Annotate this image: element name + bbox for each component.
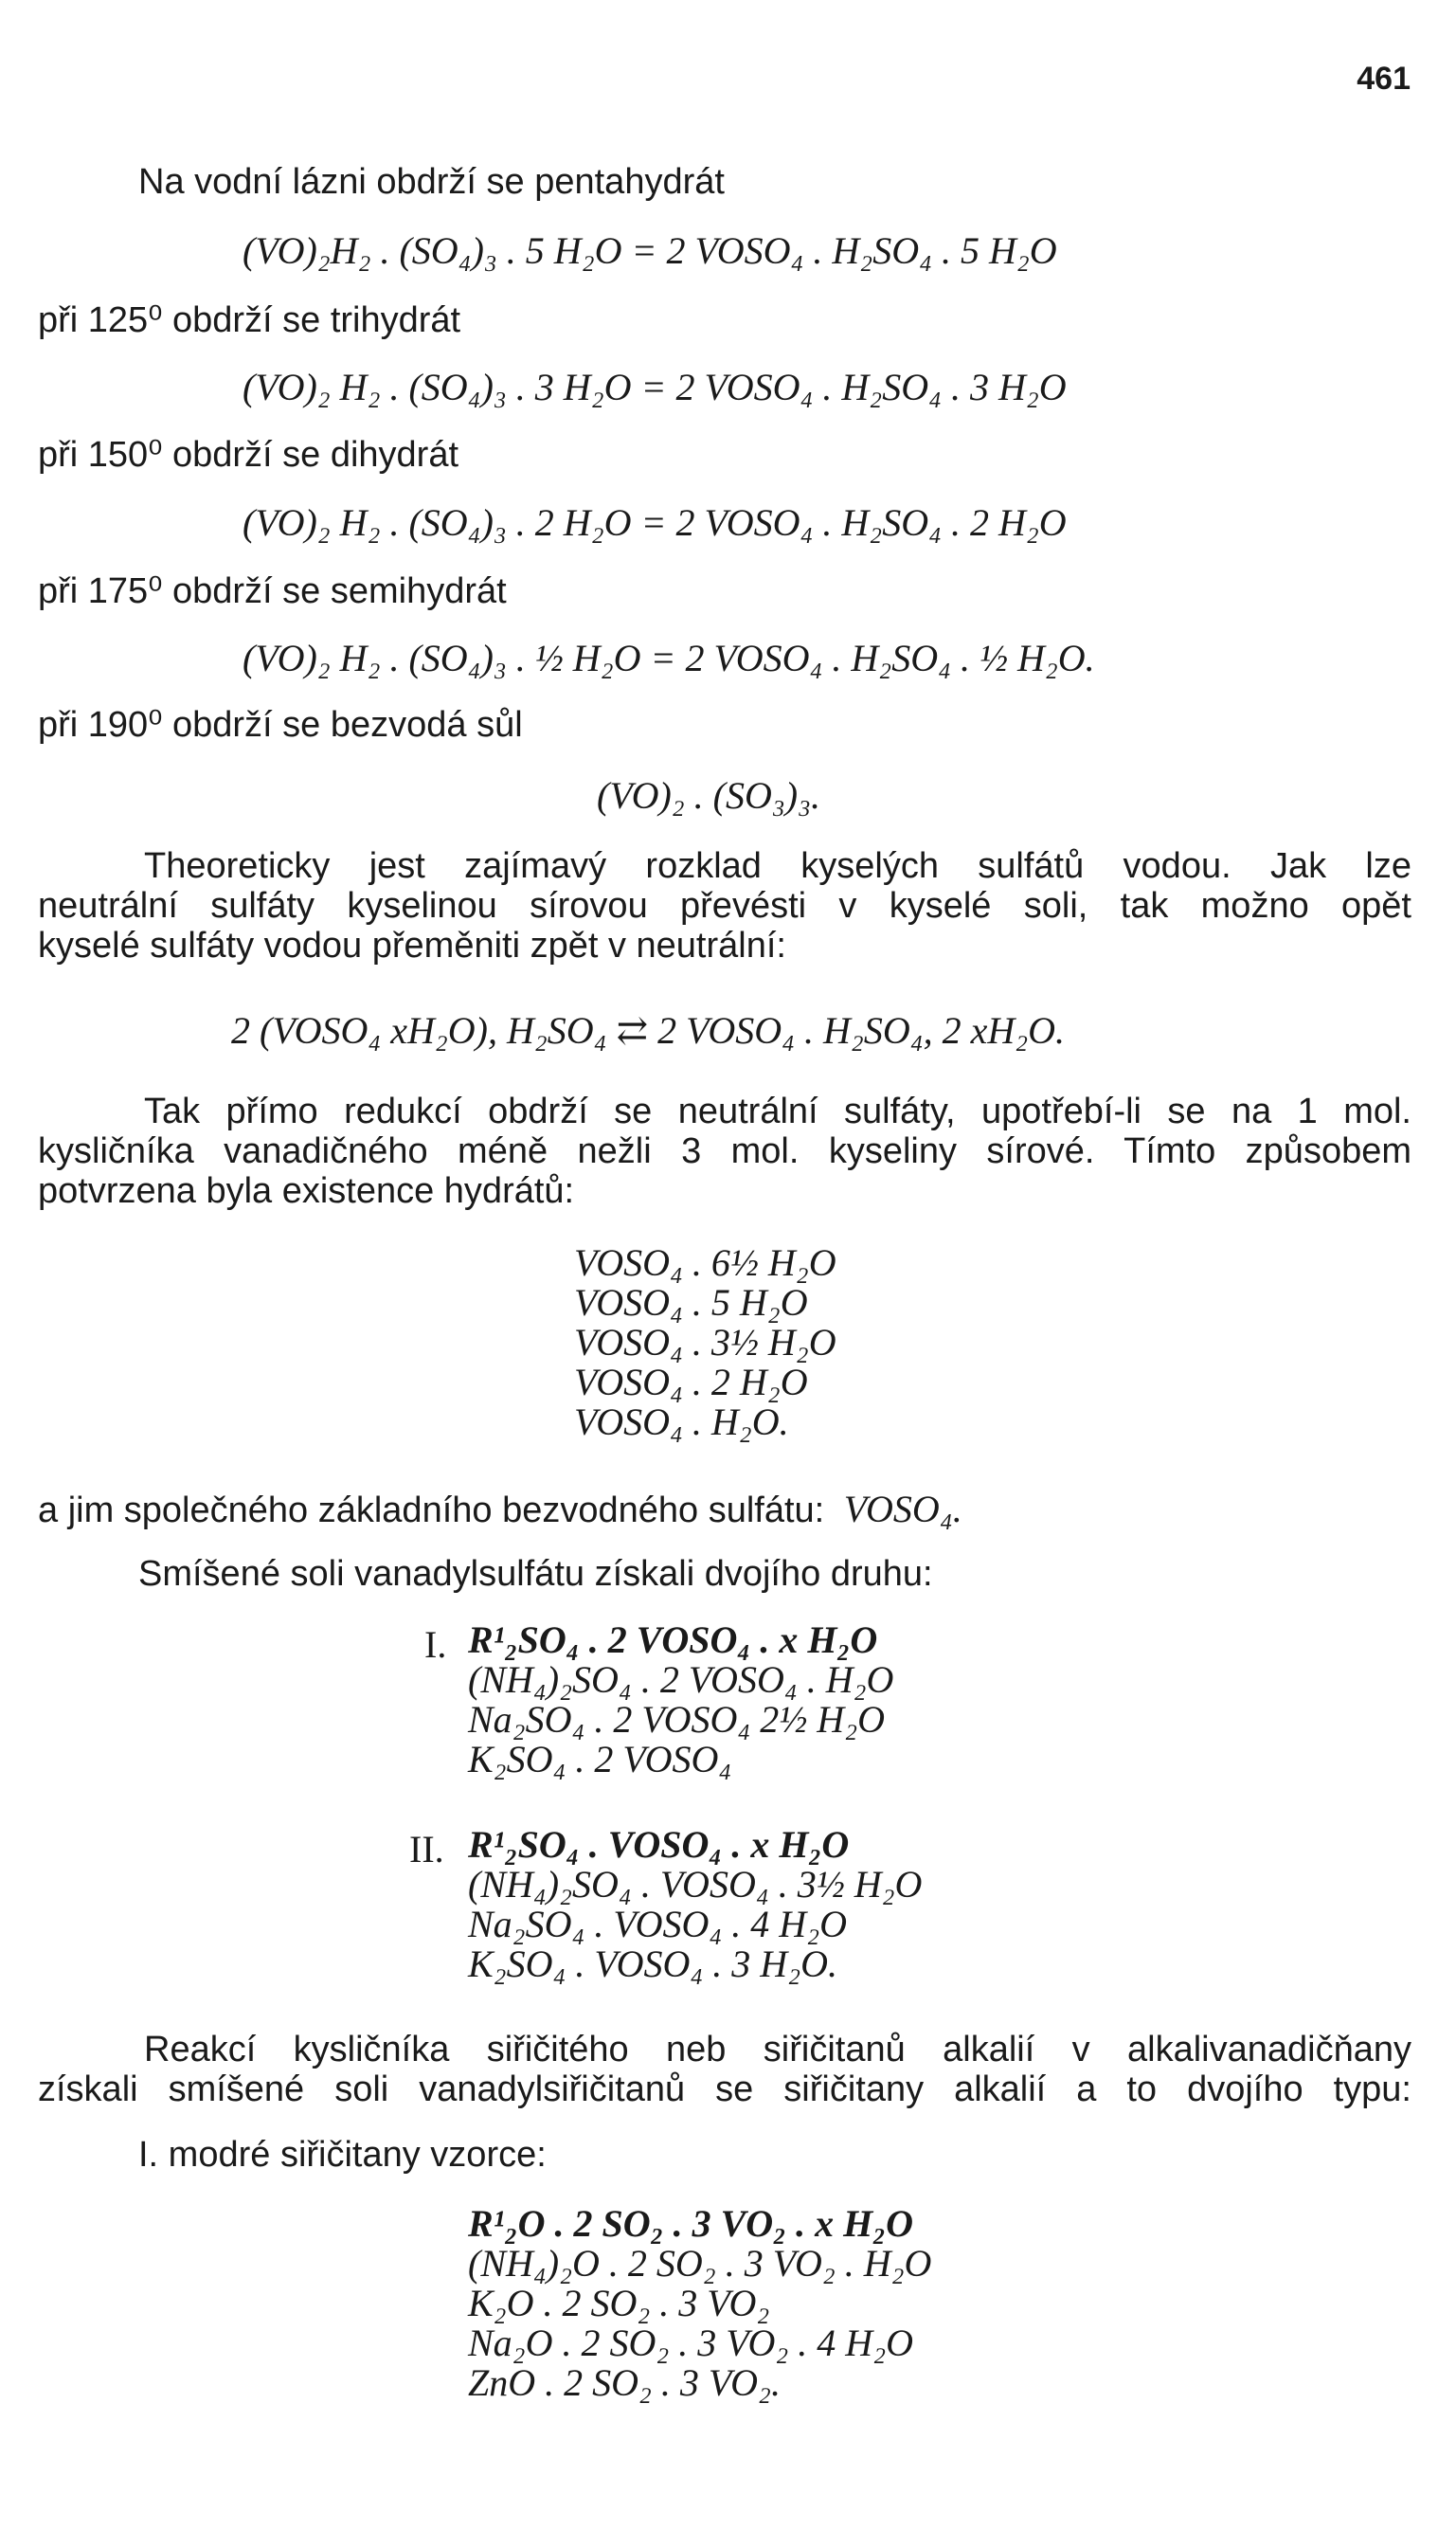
sulfite-general-formula: R¹₂O . 2 SO₂ . 3 VO₂ . x H₂O [468,2202,914,2245]
anhydrous-sulfate-label: a jim společného základního bezvodného sulfátu: [38,1491,825,1530]
paragraph-line: získali smíšené soli vanadylsiřičitanů se siřičitany alkalií a to dvojího typu: [38,2069,1411,2109]
formula-dihydrate: (VO)₂ H₂ . (SO₄)₃ . 2 H₂O = 2 VOSO₄ . H₂SO₄ . 2 H₂O [243,501,1067,544]
formula-trihydrate: (VO)₂ H₂ . (SO₄)₃ . 3 H₂O = 2 VOSO₄ . H₂SO₄ . 3 H₂O [243,366,1067,408]
paragraph-line: kysličníka vanadičného méně nežli 3 mol. kyseliny sírové. Tímto způsobem [38,1131,1411,1171]
paragraph-reduction [38,1092,1411,1211]
text-190: při 190⁰ obdrží se bezvodá sůl [38,705,523,745]
intro-text: Na vodní lázni obdrží se pentahydrát [138,162,725,202]
sulfite-salt: (NH₄)₂O . 2 SO₂ . 3 VO₂ . H₂O [468,2242,932,2285]
hydrate-formula: VOSO₄ . 3½ H₂O [574,1321,836,1364]
group-two-salt: K₂SO₄ . VOSO₄ . 3 H₂O. [468,1943,837,1985]
paragraph-line: Reakcí kysličníka siřičitého neb siřičitanů alkalií v alkalivanadičňany [144,2030,1411,2069]
sulfite-formulas [468,2204,931,2403]
anhydrous-sulfate-formula: VOSO₄. [843,1488,962,1530]
anhydrous-sulfate-text [38,1489,962,1530]
group-one-salt: (NH₄)₂SO₄ . 2 VOSO₄ . H₂O [468,1658,894,1701]
group-two-salt: Na₂SO₄ . VOSO₄ . 4 H₂O [468,1903,847,1945]
sulfite-salt: ZnO . 2 SO₂ . 3 VO₂. [468,2361,781,2404]
mixed-salts-intro: Smíšené soli vanadylsulfátu získali dvojího druhu: [138,1554,933,1594]
hydrate-formula: VOSO₄ . 6½ H₂O [574,1241,836,1284]
formula-pentahydrate: (VO)₂H₂ . (SO₄)₃ . 5 H₂O = 2 VOSO₄ . H₂SO₄ . 5 H₂O [243,229,1057,272]
paragraph-line: potvrzena byla existence hydrátů: [38,1171,575,1211]
paragraph-decomposition [38,846,1411,966]
sulfite-salt: K₂O . 2 SO₂ . 3 VO₂ [468,2282,770,2324]
group-one-salt: Na₂SO₄ . 2 VOSO₄ 2½ H₂O [468,1698,885,1741]
group-two-salt: (NH₄)₂SO₄ . VOSO₄ . 3½ H₂O [468,1863,923,1906]
text-175: při 175⁰ obdrží se semihydrát [38,571,507,611]
hydrates-list [574,1243,836,1442]
paragraph-line: kyselé sulfáty vodou přeměniti zpět v neutrální: [38,926,786,966]
hydrate-formula: VOSO₄ . H₂O. [574,1400,789,1443]
formula-anhydrous-salt: (VO)₂ . (SO₃)₃. [597,774,821,817]
formula-semihydrate: (VO)₂ H₂ . (SO₄)₃ . ½ H₂O = 2 VOSO₄ . H₂SO₄ . ½ H₂O. [243,637,1095,679]
sulfite-salt: Na₂O . 2 SO₂ . 3 VO₂ . 4 H₂O [468,2322,913,2364]
paragraph-line: Theoreticky jest zajímavý rozklad kyselých sulfátů vodou. Jak lze [144,846,1411,886]
group-one-formulas [468,1620,893,1780]
group-two-formulas [468,1825,922,1984]
page-number: 461 [1357,61,1411,97]
reversible-equation: 2 (VOSO₄ xH₂O), H₂SO₄ ⇄ 2 VOSO₄ . H₂SO₄, 2 xH₂O. [231,1009,1066,1052]
paragraph-sulfites [38,2030,1411,2109]
blue-sulfites-label: I. modré siřičitany vzorce: [138,2135,547,2175]
group-one-general-formula: R¹₂SO₄ . 2 VOSO₄ . x H₂O [468,1618,878,1661]
hydrate-formula: VOSO₄ . 5 H₂O [574,1281,808,1324]
paragraph-line: neutrální sulfáty kyselinou sírovou převésti v kyselé soli, tak možno opět [38,886,1411,926]
group-two-general-formula: R¹₂SO₄ . VOSO₄ . x H₂O [468,1823,850,1866]
text-150: při 150⁰ obdrží se dihydrát [38,435,459,475]
paragraph-line: Tak přímo redukcí obdrží se neutrální sulfáty, upotřebí-li se na 1 mol. [144,1092,1411,1131]
group-two-label: II. [409,1828,444,1870]
group-one-salt: K₂SO₄ . 2 VOSO₄ [468,1738,732,1780]
group-one-label: I. [424,1623,447,1666]
text-125: při 125⁰ obdrží se trihydrát [38,300,461,340]
hydrate-formula: VOSO₄ . 2 H₂O [574,1361,808,1403]
